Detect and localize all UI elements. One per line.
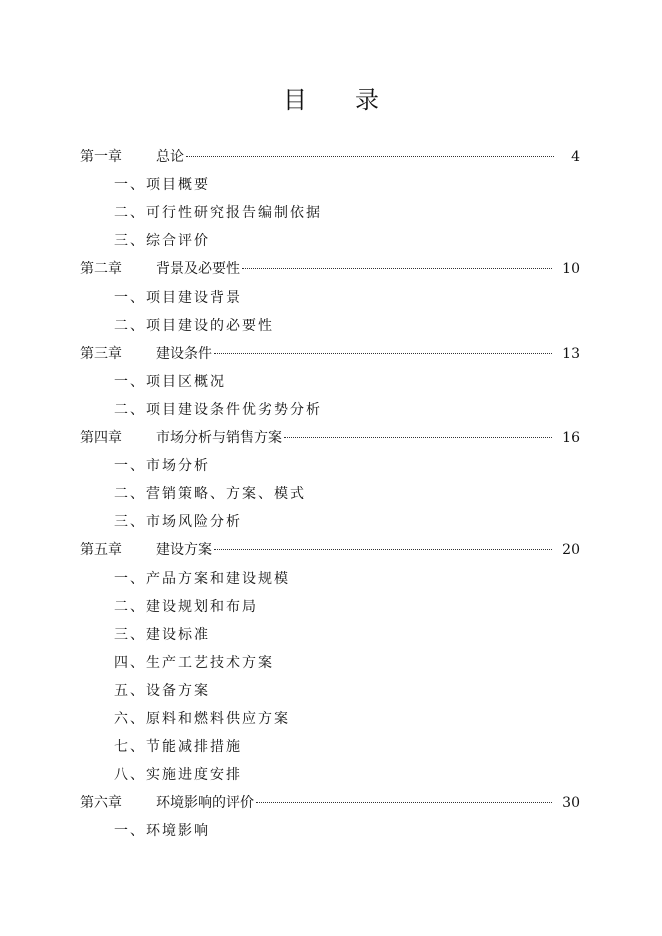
toc-section-entry[interactable]	[80, 764, 614, 786]
section-title: 一、项目建设背景	[114, 289, 242, 306]
title-char-2: 录	[355, 86, 379, 114]
toc-section-entry[interactable]	[80, 174, 614, 196]
toc-section-entry[interactable]	[80, 371, 614, 393]
section-title: 一、环境影响	[114, 823, 210, 840]
toc-chapter-entry[interactable]	[80, 146, 580, 168]
dot-leader	[256, 802, 552, 803]
section-title: 三、建设标准	[114, 626, 210, 643]
section-title: 一、项目概要	[114, 177, 210, 194]
section-title: 一、市场分析	[114, 458, 210, 475]
page-number: 20	[562, 542, 580, 559]
chapter-number: 第二章	[80, 261, 122, 278]
toc-section-entry[interactable]	[80, 736, 614, 758]
dot-leader	[214, 549, 552, 550]
toc-chapter-entry[interactable]	[80, 343, 580, 365]
page-number: 30	[562, 795, 580, 812]
toc-section-entry[interactable]	[80, 287, 614, 309]
toc-section-entry[interactable]	[80, 708, 614, 730]
toc-section-entry[interactable]	[80, 568, 614, 590]
chapter-title: 总论	[156, 149, 184, 165]
toc-section-entry[interactable]	[80, 455, 614, 477]
toc-chapter-entry[interactable]	[80, 258, 580, 280]
page-title	[0, 80, 662, 115]
chapter-number: 第一章	[80, 149, 122, 165]
dot-leader	[186, 156, 554, 157]
toc-section-entry[interactable]	[80, 680, 614, 702]
section-title: 二、可行性研究报告编制依据	[114, 205, 322, 222]
section-title: 二、建设规划和布局	[114, 598, 258, 615]
chapter-number: 第五章	[80, 542, 122, 559]
chapter-title: 建设方案	[156, 542, 212, 559]
section-title: 五、设备方案	[114, 682, 210, 699]
chapter-title: 背景及必要性	[156, 261, 240, 278]
toc-section-entry[interactable]	[80, 399, 614, 421]
toc-section-entry[interactable]	[80, 483, 614, 505]
toc-section-entry[interactable]	[80, 202, 614, 224]
page-number: 10	[562, 261, 580, 278]
toc-chapter-entry[interactable]	[80, 427, 580, 449]
section-title: 二、项目建设条件优劣势分析	[114, 401, 322, 418]
dot-leader	[284, 437, 552, 438]
toc-section-entry[interactable]	[80, 315, 614, 337]
section-title: 七、节能减排措施	[114, 739, 242, 756]
toc-section-entry[interactable]	[80, 652, 614, 674]
dot-leader	[214, 353, 552, 354]
section-title: 三、市场风险分析	[114, 514, 242, 531]
toc-section-entry[interactable]	[80, 820, 614, 842]
chapter-title: 市场分析与销售方案	[156, 430, 282, 446]
title-char-1: 目	[283, 86, 307, 114]
page-number: 16	[562, 430, 580, 446]
section-title: 四、生产工艺技术方案	[114, 654, 274, 671]
dot-leader	[242, 268, 552, 269]
toc-section-entry[interactable]	[80, 230, 614, 252]
section-title: 六、原料和燃料供应方案	[114, 711, 290, 727]
section-title: 二、营销策略、方案、模式	[114, 486, 306, 503]
page-number: 4	[571, 149, 580, 165]
section-title: 一、产品方案和建设规模	[114, 570, 290, 587]
toc-section-entry[interactable]	[80, 596, 614, 618]
page-number: 13	[562, 345, 580, 362]
section-title: 八、实施进度安排	[114, 767, 242, 784]
section-title: 二、项目建设的必要性	[114, 317, 274, 334]
section-title: 一、项目区概况	[114, 373, 226, 390]
toc-chapter-entry[interactable]	[80, 792, 580, 814]
chapter-title: 环境影响的评价	[156, 795, 254, 812]
section-title: 三、综合评价	[114, 233, 210, 250]
toc-section-entry[interactable]	[80, 511, 614, 533]
toc-chapter-entry[interactable]	[80, 539, 580, 561]
chapter-number: 第六章	[80, 795, 122, 812]
toc-section-entry[interactable]	[80, 624, 614, 646]
chapter-number: 第四章	[80, 430, 122, 446]
chapter-number: 第三章	[80, 345, 122, 362]
chapter-title: 建设条件	[156, 345, 212, 362]
